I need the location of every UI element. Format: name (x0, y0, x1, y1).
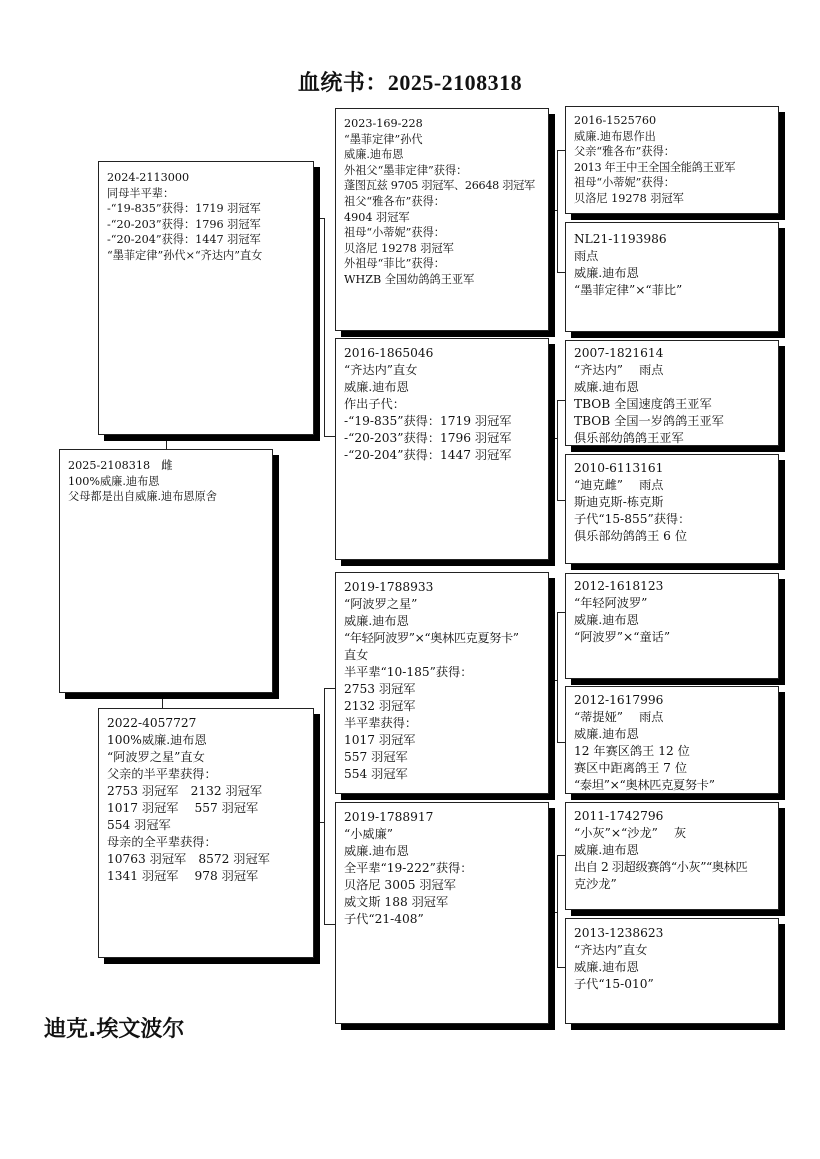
connector-line (557, 742, 565, 743)
card-line: TBOB 全国速度鸽王亚军 (574, 397, 712, 411)
card-line: “年轻阿波罗”×“奥林匹克夏努卡” (344, 631, 519, 645)
card-line: 威文斯 188 羽冠军 (344, 895, 449, 909)
card-line: 2011-1742796 (574, 809, 664, 823)
card-line: 父母都是出自威廉.迪布恩原舍 (68, 490, 217, 504)
card-line: “阿波罗”×“童话” (574, 630, 671, 644)
card-line: 子代“15-855”获得： (574, 512, 691, 526)
card-line: 12 年赛区鸽王 12 位 (574, 744, 690, 758)
card-line: 祖母“小蒂妮”获得： (574, 176, 675, 190)
dam-sire-card (335, 572, 549, 794)
card-line: -“20-204”获得：1447 羽冠军 (344, 448, 512, 462)
sire-card (98, 161, 314, 435)
subject-pigeon-card (59, 449, 273, 693)
connector-line (557, 272, 565, 273)
card-line: “齐达内”直女 (344, 363, 418, 377)
connector-line (549, 210, 557, 211)
dds-card (565, 802, 779, 910)
card-line: 克沙龙” (574, 877, 617, 891)
card-line: “墨菲定律”×“菲比” (574, 283, 683, 297)
card-line: 100%威廉.迪布恩 (68, 474, 160, 488)
card-line: 母亲的全平辈获得： (107, 835, 217, 849)
card-line: -“20-203”获得：1796 羽冠军 (107, 217, 261, 231)
connector-line (314, 218, 324, 219)
connector-line (557, 612, 565, 613)
card-line: 贝洛尼 3005 羽冠军 (344, 878, 456, 892)
card-line: 威廉.迪布恩 (344, 844, 409, 858)
card-line: 俱乐部幼鸽鸽王 6 位 (574, 529, 688, 543)
sds-card (565, 340, 779, 446)
card-line: “泰坦”×“奥林匹克夏努卡” (574, 778, 715, 792)
card-line: 直女 (344, 648, 369, 662)
card-line: 雨点 (574, 249, 599, 263)
card-line: 威廉.迪布恩 (574, 266, 639, 280)
card-line: 2023-169-228 (344, 117, 423, 130)
card-line: -“19-835”获得：1719 羽冠军 (344, 414, 512, 428)
page-title: 血统书：2025-2108318 (297, 70, 523, 95)
card-line: “墨菲定律”孙代×“齐达内”直女 (107, 248, 263, 262)
dss-card (565, 573, 779, 679)
card-line: 父亲“雅各布”获得： (574, 145, 675, 159)
connector-line (166, 435, 167, 449)
card-line: 2012-1617996 (574, 693, 664, 707)
card-line: -“20-204”获得：1447 羽冠军 (107, 233, 261, 247)
connector-line (324, 688, 325, 924)
connector-line (557, 400, 558, 500)
card-line: 赛区中距离鸽王 7 位 (574, 761, 688, 775)
card-line: 半平辈“10-185”获得： (344, 665, 473, 679)
card-line: 祖母“小蒂妮”获得： (344, 226, 445, 240)
card-line: 俱乐部幼鸽鸽王亚军 (574, 431, 684, 445)
card-line: 威廉.迪布恩 (574, 613, 639, 627)
card-line: 554 羽冠军 (107, 818, 171, 832)
card-line: 2132 羽冠军 (344, 699, 416, 713)
card-line: 2013 年王中王全国全能鸽王亚军 (574, 160, 736, 174)
card-line: 100%威廉.迪布恩 (107, 733, 207, 747)
card-line: 祖父“雅各布”获得： (344, 194, 445, 208)
card-line: “迪克雌” 雨点 (574, 478, 664, 492)
card-line: 威廉.迪布恩 (574, 843, 639, 857)
card-line: 外祖母“菲比”获得： (344, 257, 445, 271)
dam-dam-card (335, 802, 549, 1024)
card-line: 威廉.迪布恩 (574, 727, 639, 741)
card-line: NL21-1193986 (574, 232, 667, 246)
connector-line (557, 400, 565, 401)
card-line: 威廉.迪布恩作出 (574, 129, 656, 143)
card-line: “小威廉” (344, 827, 394, 841)
connector-line (557, 855, 558, 967)
card-line: 10763 羽冠军 8572 羽冠军 (107, 852, 270, 866)
card-line: 2022-4057727 (107, 716, 197, 730)
card-line: 1017 羽冠军 (344, 733, 416, 747)
connector-line (549, 438, 557, 439)
card-line: 2016-1865046 (344, 346, 434, 360)
card-line: 2016-1525760 (574, 114, 657, 127)
card-line: “墨菲定律”孙代 (344, 132, 423, 146)
connector-line (557, 855, 565, 856)
card-line: 威廉.迪布恩 (574, 380, 639, 394)
ssd-card (565, 222, 779, 332)
card-line: 2019-1788917 (344, 810, 434, 824)
card-line: 外祖父“墨菲定律”获得： (344, 163, 468, 177)
card-line: 4904 羽冠军 (344, 210, 410, 224)
card-line: 1341 羽冠军 978 羽冠军 (107, 869, 259, 883)
breeder-signature: 迪克.埃文波尔 (44, 1017, 185, 1042)
card-line: 2024-2113000 (107, 171, 190, 184)
card-line: 554 羽冠军 (344, 767, 408, 781)
card-line: TBOB 全国一岁鸽鸽王亚军 (574, 414, 724, 428)
card-line: WHZB 全国幼鸽鸽王亚军 (344, 272, 475, 286)
card-line: “年轻阿波罗” (574, 596, 648, 610)
connector-line (557, 612, 558, 742)
card-line: 557 羽冠军 (344, 750, 408, 764)
card-line: 2753 羽冠军 2132 羽冠军 (107, 784, 263, 798)
card-line: 全平辈“19-222”获得： (344, 861, 473, 875)
card-line: 子代“21-408” (344, 912, 424, 926)
connector-line (557, 150, 558, 272)
card-line: 贝洛尼 19278 羽冠军 (574, 191, 684, 205)
connector-line (324, 436, 335, 437)
card-line: “齐达内”直女 (574, 943, 648, 957)
card-line: 贝洛尼 19278 羽冠军 (344, 241, 454, 255)
card-line: 半平辈获得： (344, 716, 418, 730)
card-line: 威廉.迪布恩 (344, 148, 404, 162)
card-line: 2010-6113161 (574, 461, 664, 475)
dam-card (98, 708, 314, 958)
card-line: “小灰”×“沙龙” 灰 (574, 826, 687, 840)
connector-line (324, 218, 325, 436)
card-line: 同母半平辈： (107, 186, 175, 200)
connector-line (324, 688, 335, 689)
card-line: “阿波罗之星” (344, 597, 418, 611)
connector-line (314, 822, 324, 823)
card-line: 2007-1821614 (574, 346, 664, 360)
dsd-card (565, 686, 779, 794)
card-line: 1017 羽冠军 557 羽冠军 (107, 801, 259, 815)
connector-line (162, 693, 163, 708)
sire-dam-card (335, 338, 549, 560)
card-line: “蒂提娅” 雨点 (574, 710, 664, 724)
card-line: 2013-1238623 (574, 926, 664, 940)
card-line: 2753 羽冠军 (344, 682, 416, 696)
card-line: “齐达内” 雨点 (574, 363, 664, 377)
connector-line (549, 912, 557, 913)
card-line: 作出子代： (344, 397, 405, 411)
card-line: -“20-203”获得：1796 羽冠军 (344, 431, 512, 445)
connector-line (557, 500, 565, 501)
card-line: 2019-1788933 (344, 580, 434, 594)
card-line: 子代“15-010” (574, 977, 654, 991)
card-line: 2012-1618123 (574, 579, 664, 593)
card-line: 蓬图瓦兹 9705 羽冠军、26648 羽冠军 (344, 179, 535, 193)
card-line: 斯迪克斯-栋克斯 (574, 495, 664, 509)
connector-line (557, 967, 565, 968)
connector-line (549, 680, 557, 681)
sss-card (565, 106, 779, 214)
connector-line (557, 150, 565, 151)
card-line: 威廉.迪布恩 (344, 380, 409, 394)
card-line: -“19-835”获得：1719 羽冠军 (107, 202, 261, 216)
connector-line (324, 924, 335, 925)
sire-sire-card (335, 108, 549, 331)
sdd-card (565, 454, 779, 564)
card-line: 父亲的半平辈获得： (107, 767, 217, 781)
card-line: “阿波罗之星”直女 (107, 750, 205, 764)
card-line: 出自 2 羽超级赛鸽“小灰”“奥林匹 (574, 860, 748, 874)
card-line: 威廉.迪布恩 (344, 614, 409, 628)
card-line: 2025-2108318 雌 (68, 459, 173, 472)
card-line: 威廉.迪布恩 (574, 960, 639, 974)
ddd-card (565, 918, 779, 1024)
